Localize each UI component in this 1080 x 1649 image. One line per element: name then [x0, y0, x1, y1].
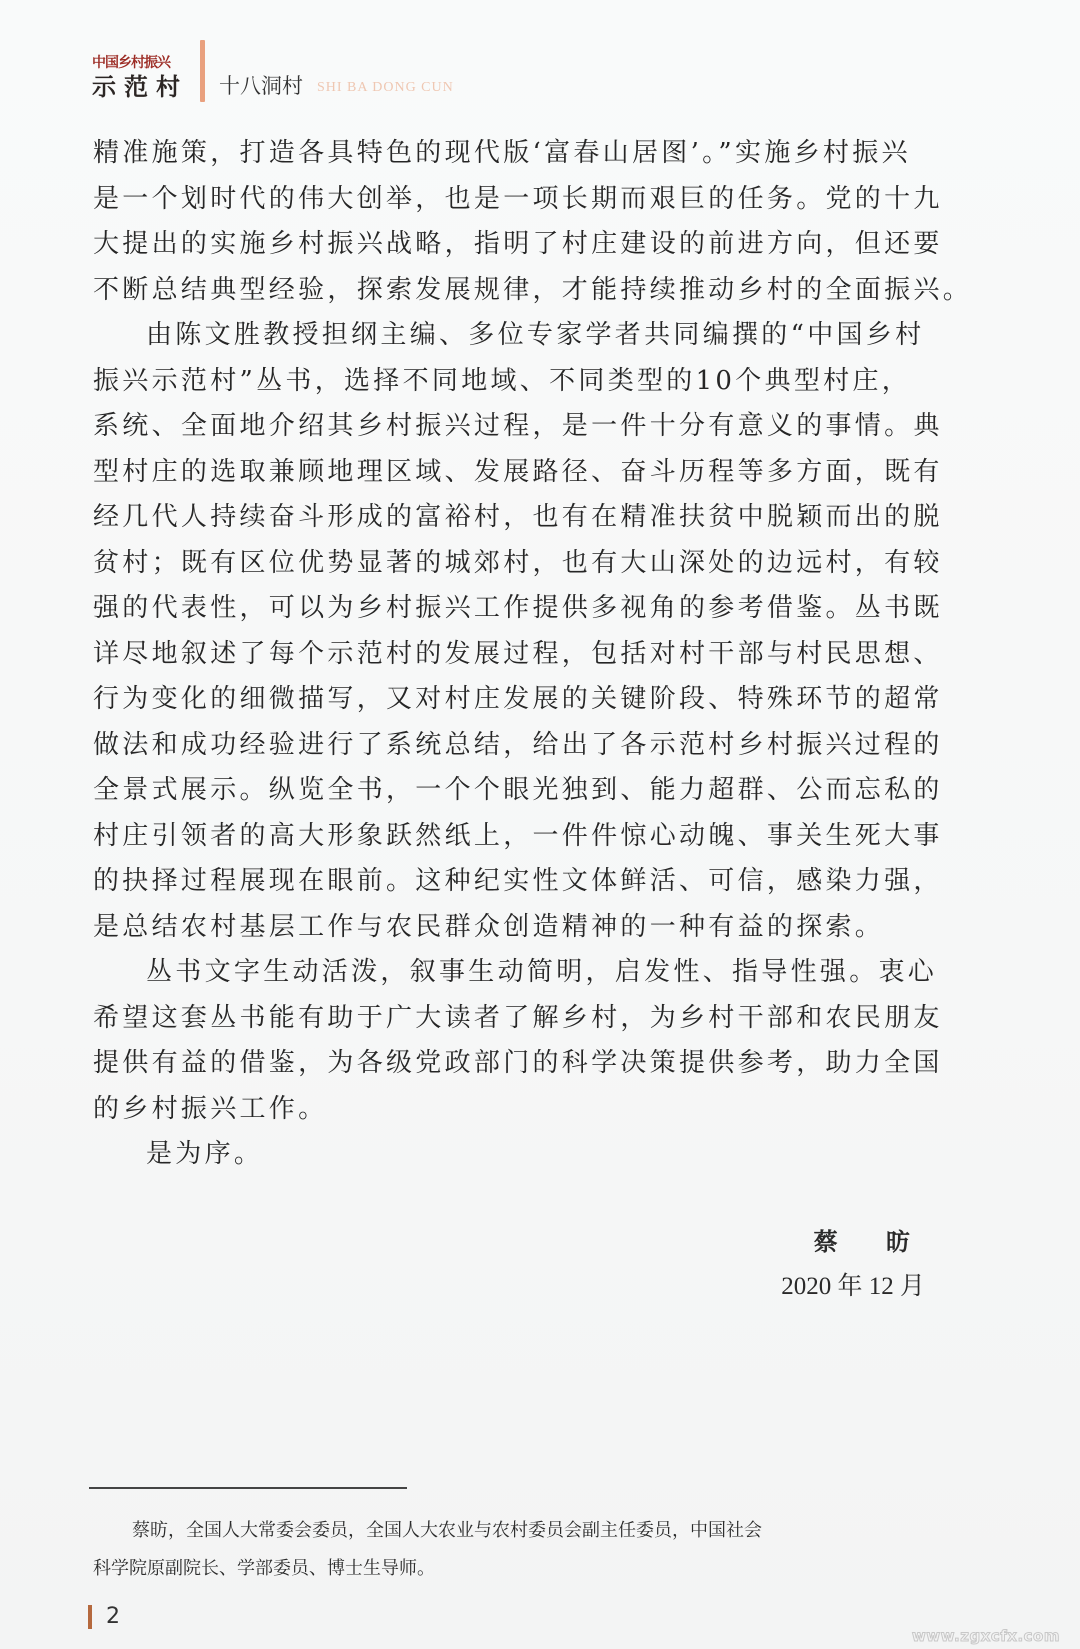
text-line: 是一个划时代的伟大创举，也是一项长期而艰巨的任务。党的十九 [93, 183, 943, 214]
text-line: 全景式展示。纵览全书，一个个眼光独到、能力超群、公而忘私的 [93, 775, 943, 805]
text-line: 提供有益的借鉴，为各级党政部门的科学决策提供参考，助力全国 [93, 1048, 943, 1078]
text-line: 详尽地叙述了每个示范村的发展过程，包括对村干部与村民思想、 [93, 638, 943, 669]
header-divider-bar [200, 40, 205, 102]
footnote-divider [89, 1487, 407, 1489]
watermark: www.zgxcfx.com [911, 1627, 1060, 1645]
paragraph-3 [93, 950, 943, 1132]
footnote [93, 1512, 973, 1588]
text-line: 的抉择过程展现在眼前。这种纪实性文体鲜活、可信，感染力强， [93, 866, 943, 896]
series-logo [92, 54, 188, 102]
page-number [88, 1604, 120, 1629]
paragraph-4 [93, 1132, 943, 1178]
body-text [93, 131, 973, 1178]
paragraph-1 [93, 131, 973, 313]
series-title-top: 中国乡村振兴 [92, 55, 170, 71]
text-line: 系统、全面地介绍其乡村振兴过程，是一件十分有意义的事情。典 [93, 411, 943, 441]
text-line: 大提出的实施乡村振兴战略，指明了村庄建设的前进方向，但还要 [93, 229, 943, 259]
footnote-line: 科学院原副院长、学部委员、博士生导师。 [93, 1558, 435, 1579]
page-number-bar [88, 1605, 92, 1629]
series-title-main: 示范村 [92, 72, 188, 101]
text-line: 的乡村振兴工作。 [93, 1093, 328, 1124]
footnote-line: 蔡昉，全国人大常委会委员，全国人大农业与农村委员会副主任委员，中国社会 [132, 1520, 762, 1541]
text-line: 型村庄的选取兼顾地理区域、发展路径、奋斗历程等多方面，既有 [93, 456, 943, 487]
page-number-text: 2 [106, 1604, 120, 1629]
text-line: 做法和成功经验进行了系统总结，给出了各示范村乡村振兴过程的 [93, 729, 943, 760]
text-line: 强的代表性，可以为乡村振兴工作提供多视角的参考借鉴。丛书既 [93, 593, 943, 623]
text-line: 是为序。 [146, 1139, 264, 1169]
text-line: 由陈文胜教授担纲主编、多位专家学者共同编撰的“中国乡村 [146, 320, 925, 350]
text-line: 丛书文字生动活泼，叙事生动简明，启发性、指导性强。衷心 [146, 957, 938, 987]
text-line: 希望这套丛书能有助于广大读者了解乡村，为乡村干部和农民朋友 [93, 1002, 943, 1033]
village-pinyin: SHI BA DONG CUN [317, 80, 454, 95]
text-line: 村庄引领者的高大形象跃然纸上，一件件惊心动魄、事关生死大事 [93, 820, 943, 851]
signature-date: 2020 年 12 月 [781, 1273, 925, 1300]
paragraph-2 [93, 313, 943, 950]
text-line: 贫村；既有区位优势显著的城郊村，也有大山深处的边远村，有较 [93, 547, 943, 578]
text-line: 经几代人持续奋斗形成的富裕村，也有在精准扶贫中脱颖而出的脱 [93, 502, 943, 532]
text-line: 不断总结典型经验，探索发展规律，才能持续推动乡村的全面振兴。 [93, 274, 973, 305]
text-line: 是总结农村基层工作与农民群众创造精神的一种有益的探索。 [93, 911, 885, 942]
text-line: 精准施策，打造各具特色的现代版‘富春山居图’。”实施乡村振兴 [93, 138, 911, 168]
village-name: 十八洞村 [219, 74, 303, 98]
running-header [92, 40, 454, 102]
text-line: 振兴示范村”丛书，选择不同地域、不同类型的10个典型村庄， [93, 365, 912, 396]
text-line: 行为变化的细微描写，又对村庄发展的关键阶段、特殊环节的超常 [93, 684, 943, 714]
author-signature: 蔡 昉 [813, 1228, 930, 1256]
